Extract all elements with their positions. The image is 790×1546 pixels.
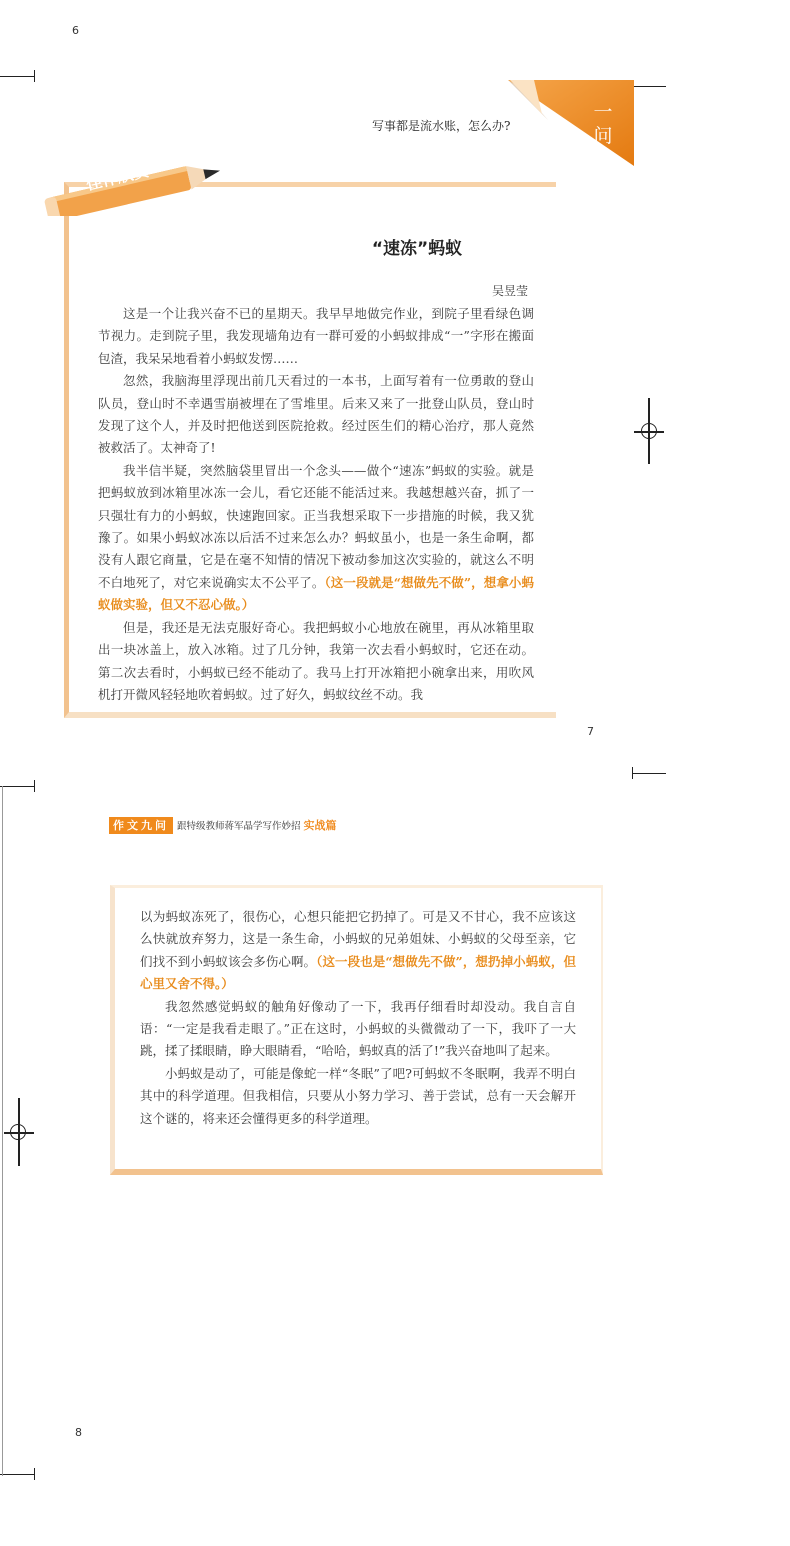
page-number: 6 [72, 24, 79, 37]
paragraph: 这是一个让我兴奋不已的星期天。我早早地做完作业，到院子里看绿色调节视力。走到院子里，我发现墙角边有一群可爱的小蚂蚁排成“一”字形在搬面包渣，我呆呆地看着小蚂蚁发愣…… [98, 306, 534, 366]
series-section: 实战篇 [303, 819, 337, 832]
teacher-note: （这一段也是“想做先不做”，想扔掉小蚂蚁，但心里又舍不得。） [140, 953, 576, 992]
paragraph: 忽然，我脑海里浮现出前几天看过的一本书，上面写着有一位勇敢的登山队员，登山时不幸遇雪崩被埋在了雪堆里。后来又来了一批登山队员，登山时发现了这个人，并及时把他送到医院抢救。经过医生们的精心治疗，那人竟然被救活了。太神奇了! [98, 373, 534, 456]
paragraph: 小蚂蚁是动了，可能是像蛇一样“冬眠”了吧?可蚂蚁不冬眠啊，我弄不明白其中的科学道理。但我相信，只要从小努力学习、善于尝试，总有一天会解开这个谜的，将来还会懂得更多的科学道理。 [140, 1065, 576, 1126]
crop-mark-icon [632, 767, 633, 779]
chapter-subtitle: 写事都是流水账，怎么办? [372, 119, 511, 133]
article-title: “速冻”蚂蚁 [371, 239, 463, 259]
article-author: 吴昱莹 [492, 284, 529, 298]
article-body-page1 [98, 303, 534, 706]
crop-mark-icon [632, 86, 666, 87]
chapter-tab-label: 一问 [593, 101, 613, 144]
series-subtitle: 跟特级教师蒋军晶学写作妙招 [177, 821, 301, 832]
paragraph: 但是，我还是无法克服好奇心。我把蚂蚁小心地放在碗里，再从冰箱里取出一块冰盖上，放入冰箱。过了几分钟，我第一次去看小蚂蚁时，它还在动。第二次去看时，小蚂蚁已经不能动了。我马上打开冰箱把小碗拿出来，用吹风机打开微风轻轻地吹着蚂蚁。过了好久，蚂蚁纹丝不动。我 [98, 619, 534, 702]
page-edge-line [2, 786, 3, 1476]
paragraph: 我忽然感觉蚂蚁的触角好像动了一下，我再仔细看时却没动。我自言自语：“一定是我看走眼了。”正在这时，小蚂蚁的头微微动了一下，我吓了一大跳，揉了揉眼睛，睁大眼睛看，“哈哈，蚂蚁真的活了!”我兴奋地叫了起来。 [140, 998, 576, 1059]
crop-mark-icon [0, 1474, 34, 1475]
crop-mark-icon [0, 76, 34, 77]
running-head [109, 817, 337, 834]
article-body-page2 [140, 906, 576, 1130]
section-tag: 佳作欣赏 [84, 160, 151, 194]
crop-mark-icon [632, 773, 666, 774]
paragraph: 以为蚂蚁冻死了，很伤心，心想只能把它扔掉了。可是又不甘心，我不应该这么快就放弃努力，这是一条生命，小蚂蚁的兄弟姐妹、小蚂蚁的父母至亲，它们找不到小蚂蚁该会多伤心啊。（这一段也是“想做先不做”，想扔掉小蚂蚁，但心里又舍不得。） [140, 909, 576, 992]
crop-mark-icon [34, 70, 35, 82]
page-number: 8 [75, 1426, 82, 1439]
crop-mark-icon [34, 780, 35, 792]
crop-mark-icon [34, 1468, 35, 1480]
paragraph: 我半信半疑，突然脑袋里冒出一个念头——做个“速冻”蚂蚁的实验。就是把蚂蚁放到冰箱里冰冻一会儿，看它还能不能活过来。我越想越兴奋，抓了一只强壮有力的小蚂蚁，快速跑回家。正当我想采取下一步措施的时候，我又犹豫了。如果小蚂蚁冰冻以后活不过来怎么办？蚂蚁虽小，也是一条生命啊，都没有人跟它商量，它是在毫不知情的情况下被动参加这次实验的，就这么不明不白地死了，对它来说确实太不公平了。（这一段就是“想做先不做”，想拿小蚂蚁做实验，但又不忍心做。） [98, 462, 534, 613]
page-number: 7 [587, 725, 594, 738]
teacher-note: （这一段就是“想做先不做”，想拿小蚂蚁做实验，但又不忍心做。） [98, 574, 534, 613]
series-tag: 作文九问 [109, 817, 173, 834]
crop-mark-icon [0, 786, 34, 787]
